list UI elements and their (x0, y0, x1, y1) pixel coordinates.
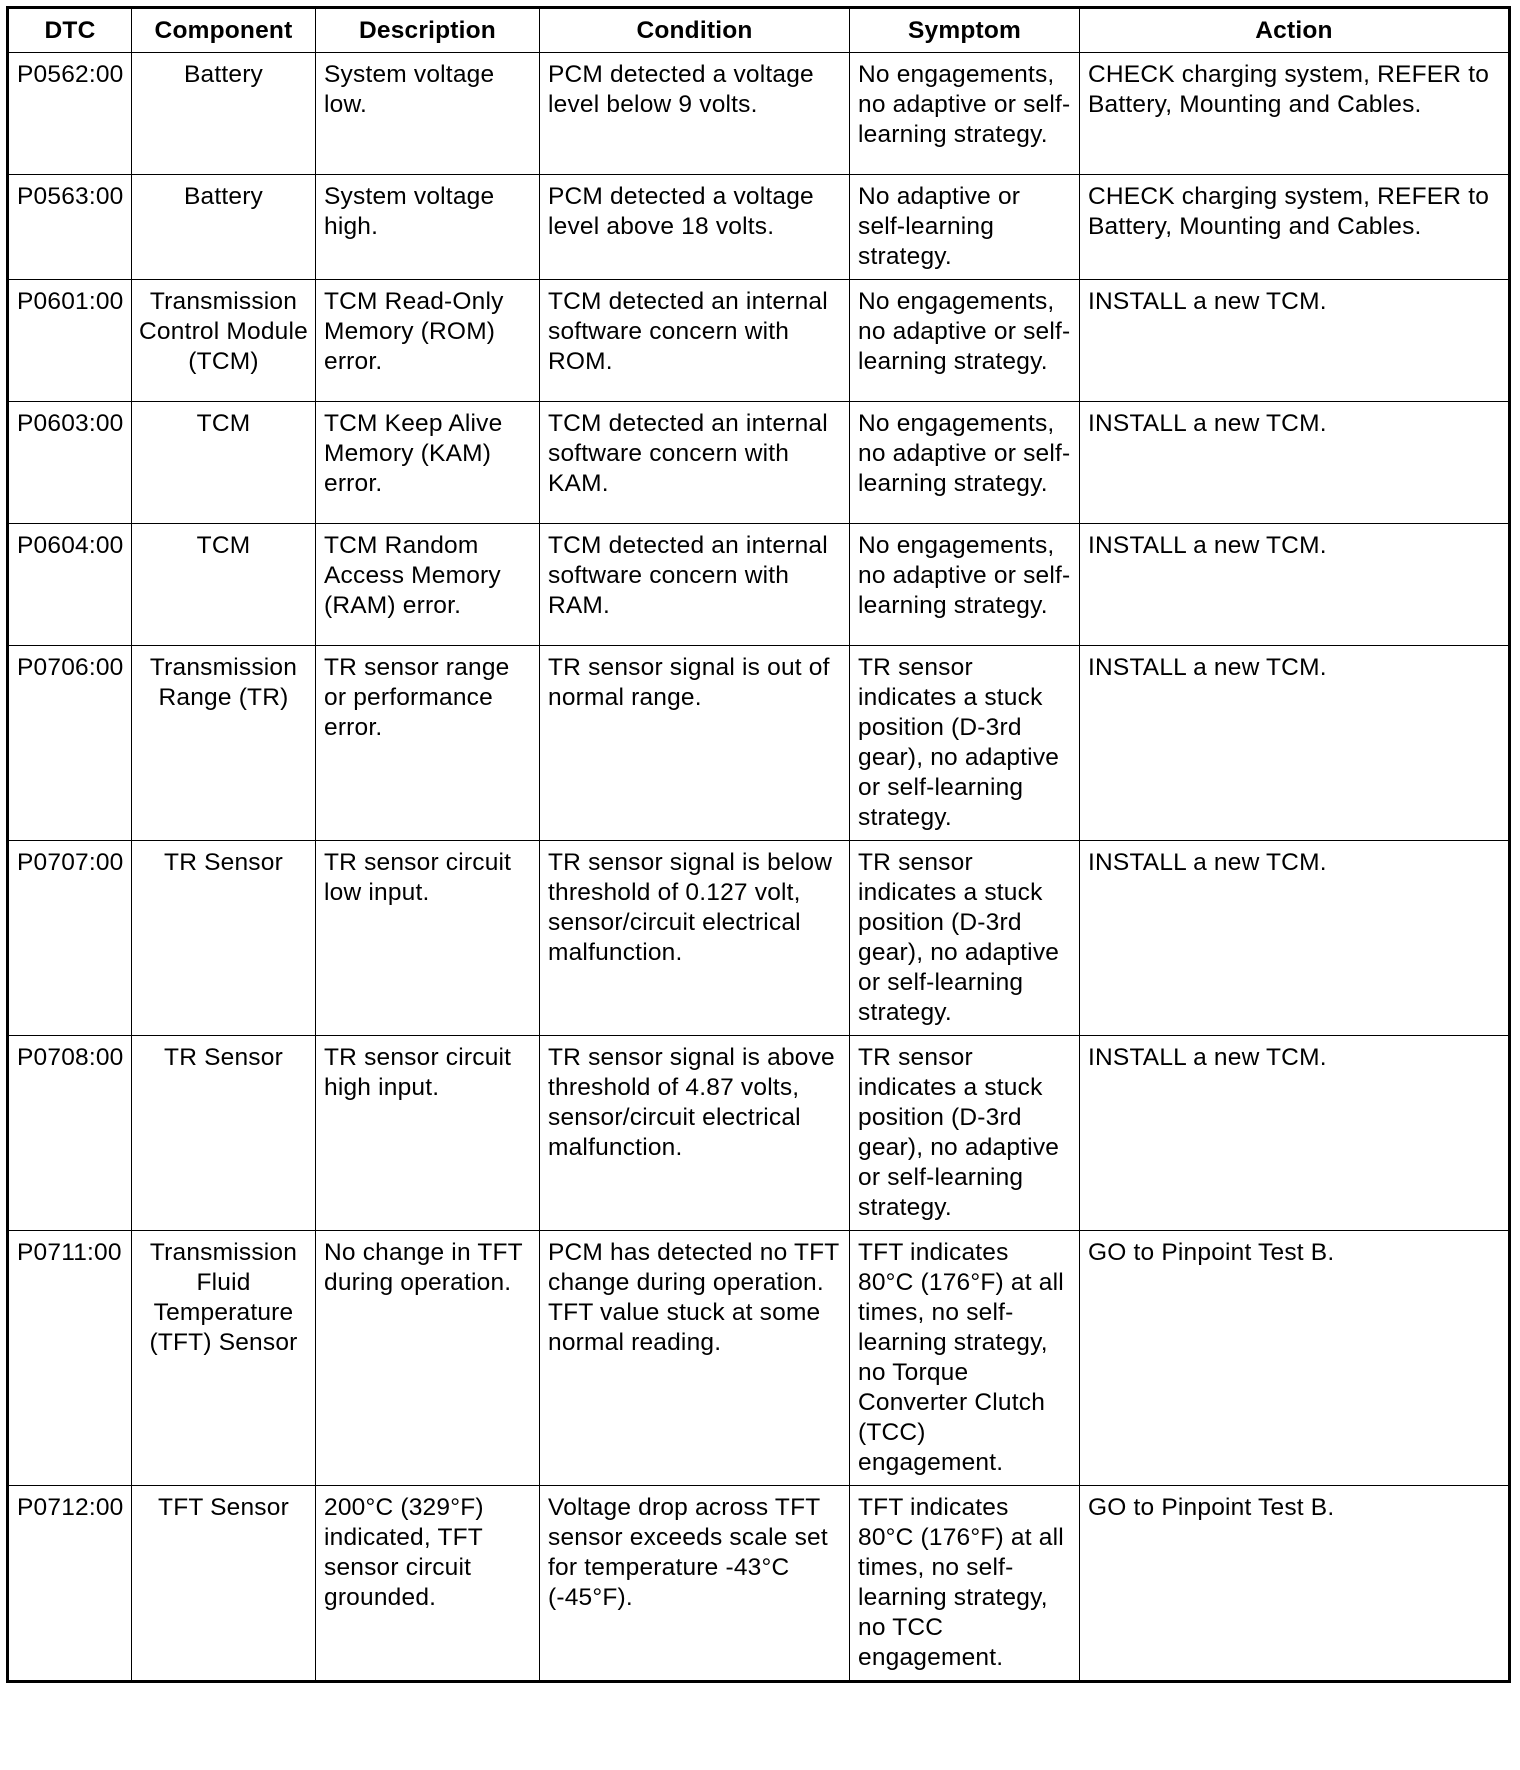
table-row (8, 1486, 1510, 1682)
action-cell: INSTALL a new TCM. (1080, 280, 1510, 402)
description-cell: System voltage low. (316, 53, 540, 175)
header-dtc: DTC (8, 8, 132, 53)
component-cell: TR Sensor (132, 1036, 316, 1231)
table-row (8, 1036, 1510, 1231)
header-condition: Condition (540, 8, 850, 53)
component-cell: Transmission Fluid Temperature (TFT) Sensor (132, 1231, 316, 1486)
symptom-cell: TR sensor indicates a stuck position (D-3rd gear), no adaptive or self-learning strategy. (850, 646, 1080, 841)
action-cell: INSTALL a new TCM. (1080, 1036, 1510, 1231)
symptom-cell: No adaptive or self-learning strategy. (850, 175, 1080, 280)
table-row (8, 524, 1510, 646)
condition-cell: TCM detected an internal software concern with RAM. (540, 524, 850, 646)
description-cell: TCM Keep Alive Memory (KAM) error. (316, 402, 540, 524)
dtc-code: P0711:00 (8, 1231, 132, 1486)
table-row (8, 402, 1510, 524)
dtc-code: P0563:00 (8, 175, 132, 280)
condition-cell: Voltage drop across TFT sensor exceeds scale set for temperature -43°C (-45°F). (540, 1486, 850, 1682)
condition-cell: TR sensor signal is above threshold of 4.87 volts, sensor/circuit electrical malfunction. (540, 1036, 850, 1231)
condition-cell: PCM has detected no TFT change during operation. TFT value stuck at some normal reading. (540, 1231, 850, 1486)
condition-cell: TCM detected an internal software concern with ROM. (540, 280, 850, 402)
dtc-code: P0562:00 (8, 53, 132, 175)
table-row (8, 1231, 1510, 1486)
component-cell: TR Sensor (132, 841, 316, 1036)
action-cell: INSTALL a new TCM. (1080, 841, 1510, 1036)
component-cell: TCM (132, 402, 316, 524)
table-row (8, 646, 1510, 841)
action-cell: INSTALL a new TCM. (1080, 646, 1510, 841)
symptom-cell: No engagements, no adaptive or self-learning strategy. (850, 524, 1080, 646)
condition-cell: TR sensor signal is out of normal range. (540, 646, 850, 841)
header-description: Description (316, 8, 540, 53)
description-cell: TCM Read-Only Memory (ROM) error. (316, 280, 540, 402)
description-cell: System voltage high. (316, 175, 540, 280)
component-cell: Battery (132, 53, 316, 175)
symptom-cell: TR sensor indicates a stuck position (D-3rd gear), no adaptive or self-learning strategy. (850, 1036, 1080, 1231)
description-cell: No change in TFT during operation. (316, 1231, 540, 1486)
dtc-code: P0708:00 (8, 1036, 132, 1231)
condition-cell: PCM detected a voltage level above 18 volts. (540, 175, 850, 280)
action-cell: GO to Pinpoint Test B. (1080, 1486, 1510, 1682)
action-cell: INSTALL a new TCM. (1080, 524, 1510, 646)
header-symptom: Symptom (850, 8, 1080, 53)
component-cell: Battery (132, 175, 316, 280)
dtc-code: P0707:00 (8, 841, 132, 1036)
symptom-cell: TR sensor indicates a stuck position (D-3rd gear), no adaptive or self-learning strategy. (850, 841, 1080, 1036)
symptom-cell: No engagements, no adaptive or self-learning strategy. (850, 53, 1080, 175)
condition-cell: TR sensor signal is below threshold of 0.127 volt, sensor/circuit electrical malfunction. (540, 841, 850, 1036)
action-cell: CHECK charging system, REFER to Battery, Mounting and Cables. (1080, 53, 1510, 175)
component-cell: TFT Sensor (132, 1486, 316, 1682)
dtc-code: P0601:00 (8, 280, 132, 402)
dtc-code: P0712:00 (8, 1486, 132, 1682)
symptom-cell: No engagements, no adaptive or self-learning strategy. (850, 280, 1080, 402)
dtc-code: P0603:00 (8, 402, 132, 524)
condition-cell: TCM detected an internal software concern with KAM. (540, 402, 850, 524)
dtc-code: P0604:00 (8, 524, 132, 646)
table-row (8, 841, 1510, 1036)
description-cell: 200°C (329°F) indicated, TFT sensor circuit grounded. (316, 1486, 540, 1682)
description-cell: TR sensor range or performance error. (316, 646, 540, 841)
action-cell: INSTALL a new TCM. (1080, 402, 1510, 524)
component-cell: TCM (132, 524, 316, 646)
table-row (8, 175, 1510, 280)
component-cell: Transmission Range (TR) (132, 646, 316, 841)
header-component: Component (132, 8, 316, 53)
description-cell: TR sensor circuit high input. (316, 1036, 540, 1231)
dtc-code: P0706:00 (8, 646, 132, 841)
symptom-cell: No engagements, no adaptive or self-learning strategy. (850, 402, 1080, 524)
header-row (8, 8, 1510, 53)
header-action: Action (1080, 8, 1510, 53)
component-cell: Transmission Control Module (TCM) (132, 280, 316, 402)
symptom-cell: TFT indicates 80°C (176°F) at all times, no self-learning strategy, no Torque Converter Clutch (TCC) engagement. (850, 1231, 1080, 1486)
description-cell: TR sensor circuit low input. (316, 841, 540, 1036)
condition-cell: PCM detected a voltage level below 9 volts. (540, 53, 850, 175)
dtc-table (6, 6, 1511, 1683)
action-cell: CHECK charging system, REFER to Battery, Mounting and Cables. (1080, 175, 1510, 280)
action-cell: GO to Pinpoint Test B. (1080, 1231, 1510, 1486)
description-cell: TCM Random Access Memory (RAM) error. (316, 524, 540, 646)
symptom-cell: TFT indicates 80°C (176°F) at all times, no self-learning strategy, no TCC engagement. (850, 1486, 1080, 1682)
table-row (8, 53, 1510, 175)
table-row (8, 280, 1510, 402)
